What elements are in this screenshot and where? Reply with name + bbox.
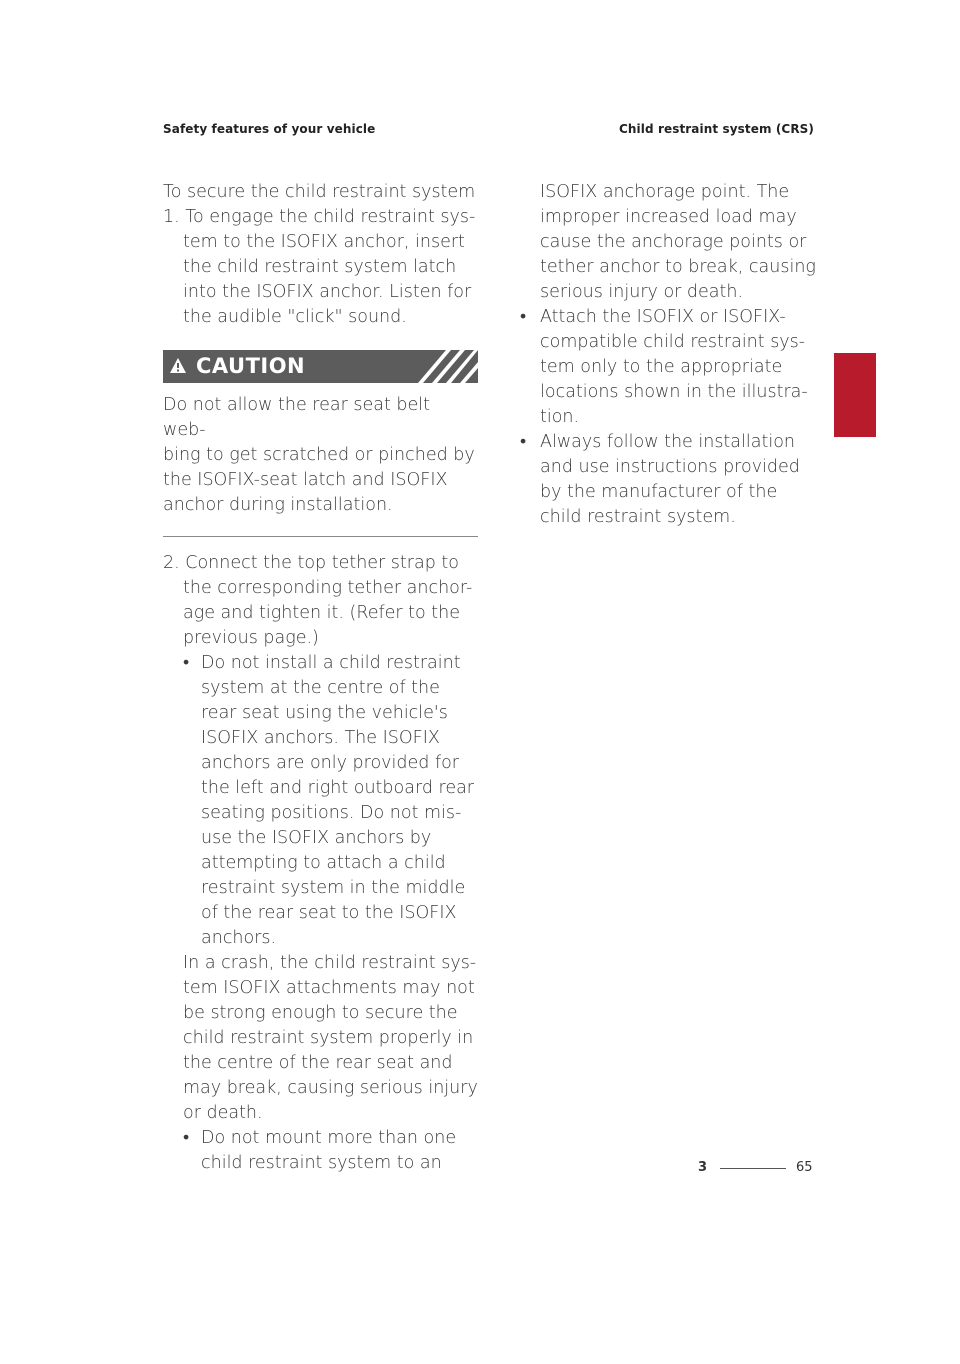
caution-label: CAUTION	[196, 354, 306, 378]
bullet-line: tion.	[540, 407, 580, 427]
step-1-line: into the ISOFIX anchor. Listen for	[183, 282, 472, 302]
step-2-line: 2. Connect the top tether strap to	[163, 553, 459, 573]
crash-line: tem ISOFIX attachments may not	[183, 978, 475, 998]
step-2-line: the corresponding tether anchor-	[183, 578, 473, 598]
intro-text: To secure the child restraint system	[163, 182, 476, 202]
bullet-line: seating positions. Do not mis-	[201, 803, 462, 823]
bullet-line: anchors are only provided for	[201, 753, 460, 773]
step-1-line: the child restraint system latch	[183, 257, 457, 277]
bullet-line: attempting to attach a child	[201, 853, 446, 873]
crash-line: In a crash, the child restraint sys-	[183, 953, 477, 973]
bullet-line: tem only to the appropriate	[540, 357, 783, 377]
caution-line: the ISOFIX-seat latch and ISOFIX	[163, 470, 448, 490]
crash-line: may break, causing serious injury	[183, 1078, 478, 1098]
bullet-mark: •	[520, 432, 527, 452]
continued-line: improper increased load may	[540, 207, 797, 227]
step-1-line: the audible "click" sound.	[183, 307, 407, 327]
bullet-line: the left and right outboard rear	[201, 778, 475, 798]
header-section-title: Safety features of your vehicle	[163, 122, 376, 136]
bullet-mark: •	[183, 1128, 190, 1148]
bullet-line: and use instructions provided	[540, 457, 800, 477]
caution-text	[163, 393, 478, 518]
footer-page-number: 65	[796, 1160, 813, 1175]
bullet-line: anchors.	[201, 928, 277, 948]
caution-line: anchor during installation.	[163, 495, 393, 515]
bullet-line: ISOFIX anchors. The ISOFIX	[201, 728, 440, 748]
step-1-line: tem to the ISOFIX anchor, insert	[183, 232, 465, 252]
bullet-line: child restraint system.	[540, 507, 736, 527]
crash-line: the centre of the rear seat and	[183, 1053, 453, 1073]
bullet-line: child restraint system to an	[201, 1153, 442, 1173]
step-2-line: previous page.)	[183, 628, 319, 648]
continued-line: cause the anchorage points or	[540, 232, 807, 252]
caution-line: bing to get scratched or pinched by	[163, 445, 475, 465]
bullet-line: restraint system in the middle	[201, 878, 466, 898]
right-column	[520, 180, 820, 530]
bullet-item	[163, 1126, 478, 1176]
continued-line: ISOFIX anchorage point. The	[540, 182, 790, 202]
step-1-line: 1. To engage the child restraint sys-	[163, 207, 476, 227]
chapter-side-tab-number: 3	[838, 417, 850, 437]
step-2	[163, 551, 478, 651]
footer-divider	[720, 1168, 786, 1169]
crash-warning	[163, 951, 478, 1126]
caution-stripes	[418, 350, 478, 383]
caution-banner	[163, 350, 478, 383]
caution-divider	[163, 536, 478, 537]
left-column	[163, 180, 478, 1176]
continued-line: tether anchor to break, causing	[540, 257, 816, 277]
bullet-line: use the ISOFIX anchors by	[201, 828, 432, 848]
step-1	[163, 205, 478, 330]
bullet-line: of the rear seat to the ISOFIX	[201, 903, 457, 923]
bullet-item	[163, 651, 478, 951]
bullet-item	[520, 430, 820, 530]
warning-triangle-icon	[169, 357, 187, 375]
crash-line: child restraint system properly in	[183, 1028, 474, 1048]
bullet-item	[520, 305, 820, 430]
bullet-line: by the manufacturer of the	[540, 482, 778, 502]
step-2-line: age and tighten it. (Refer to the	[183, 603, 460, 623]
bullet-mark: •	[183, 653, 190, 673]
bullet-line: system at the centre of the	[201, 678, 440, 698]
bullet-mark: •	[520, 307, 527, 327]
continued-text	[520, 180, 820, 305]
continued-line: serious injury or death.	[540, 282, 744, 302]
caution-line: Do not allow the rear seat belt web-	[163, 395, 430, 440]
crash-line: or death.	[183, 1103, 263, 1123]
bullet-line: Attach the ISOFIX or ISOFIX-	[540, 307, 786, 327]
bullet-line: compatible child restraint sys-	[540, 332, 806, 352]
bullet-line: Always follow the installation	[540, 432, 795, 452]
header-page-topic: Child restraint system (CRS)	[619, 122, 814, 136]
bullet-line: Do not install a child restraint	[201, 653, 461, 673]
bullet-line: rear seat using the vehicle's	[201, 703, 448, 723]
bullet-line: Do not mount more than one	[201, 1128, 457, 1148]
footer-chapter-number: 3	[698, 1160, 708, 1175]
crash-line: be strong enough to secure the	[183, 1003, 458, 1023]
bullet-line: locations shown in the illustra-	[540, 382, 808, 402]
